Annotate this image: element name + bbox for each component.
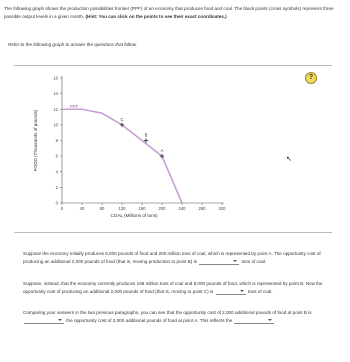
q2-text: Suppose, instead, that the economy currently produces 168 million tons of coal and 8,000 pounds of food, which is represented by point B. Now the opportunity cost of producing an additional 2,000 pounds of food (that is, moving to point C) is bbox=[23, 281, 323, 294]
y-tick-label: 16 bbox=[53, 75, 58, 81]
question-mark-icon[interactable]: ? bbox=[305, 72, 317, 84]
x-tick-label: 160 bbox=[138, 206, 146, 211]
x-tick-label: 0 bbox=[60, 206, 64, 211]
point-c-label: C bbox=[120, 116, 124, 122]
x-tick-label: 280 bbox=[198, 206, 206, 211]
x-tick-label: 40 bbox=[79, 206, 85, 211]
x-tick-label: 80 bbox=[99, 206, 105, 211]
q1-text: Suppose the economy initially produces 6,000 pounds of food and 200 million tons of coal, which is represented by point A. The opportunity cost of producing an additional 2,000 pounds of food (that is, moving production to point B) is bbox=[23, 251, 321, 264]
y-tick-label: 4 bbox=[55, 169, 58, 175]
x-tick-label: 120 bbox=[118, 206, 126, 211]
q3-select-2[interactable] bbox=[234, 318, 274, 325]
q2-unit: tons of coal. bbox=[247, 289, 273, 294]
question-paragraph-1 bbox=[23, 250, 341, 266]
x-tick-label: 240 bbox=[178, 206, 186, 211]
point-c-marker[interactable] bbox=[119, 122, 125, 128]
y-tick-label: 8 bbox=[55, 138, 58, 143]
q3-select-1[interactable] bbox=[24, 318, 64, 325]
point-a-label: A bbox=[160, 148, 164, 154]
point-b-label: B bbox=[144, 132, 148, 138]
q1-select[interactable] bbox=[199, 259, 239, 266]
y-tick-label: 6 bbox=[55, 153, 58, 159]
x-tick-label: 320 bbox=[218, 206, 226, 211]
question-paragraph-3 bbox=[23, 309, 341, 325]
y-tick-label: 10 bbox=[53, 122, 58, 128]
q1-unit: tons of coal. bbox=[241, 259, 267, 264]
point-a-marker[interactable] bbox=[159, 153, 165, 159]
y-tick-label: 12 bbox=[53, 106, 58, 112]
y-tick-label: 14 bbox=[53, 91, 58, 97]
y-tick-label: 0 bbox=[55, 200, 58, 206]
mouse-cursor-icon: ↖ bbox=[286, 156, 292, 163]
refer-instruction: Refer to the following graph to answer the questions that follow. bbox=[8, 42, 137, 47]
x-tick-label: 200 bbox=[158, 206, 166, 211]
q2-select[interactable] bbox=[216, 289, 246, 296]
q3-text-2: the opportunity cost of 2,000 additional pounds of food at point A. This reflects the bbox=[66, 318, 233, 323]
chart-ticks bbox=[53, 76, 226, 212]
intro-hint: (Hint: You can click on the points to see their exact coordinates.) bbox=[85, 14, 227, 19]
y-axis-label: FOOD (Thousands of pounds) bbox=[33, 109, 38, 172]
point-b-marker[interactable] bbox=[143, 138, 149, 144]
q3-text: Comparing your answers in the two previous paragraphs, you can see that the opportunity cost of 2,000 additional pounds of food at point B is bbox=[23, 310, 312, 315]
intro-main: The following graph shows the production possibilities frontier (PPF) of an economy that produces food and coal. The black points (cross symbols) represent three possible output levels in a given month. bbox=[4, 6, 334, 19]
ppf-series-label: PPF bbox=[70, 103, 79, 109]
y-tick-label: 2 bbox=[55, 184, 58, 190]
question-paragraph-2 bbox=[23, 280, 341, 296]
graph-bottom-border bbox=[14, 232, 332, 233]
x-axis-label: COAL (Millions of tons) bbox=[110, 213, 158, 218]
